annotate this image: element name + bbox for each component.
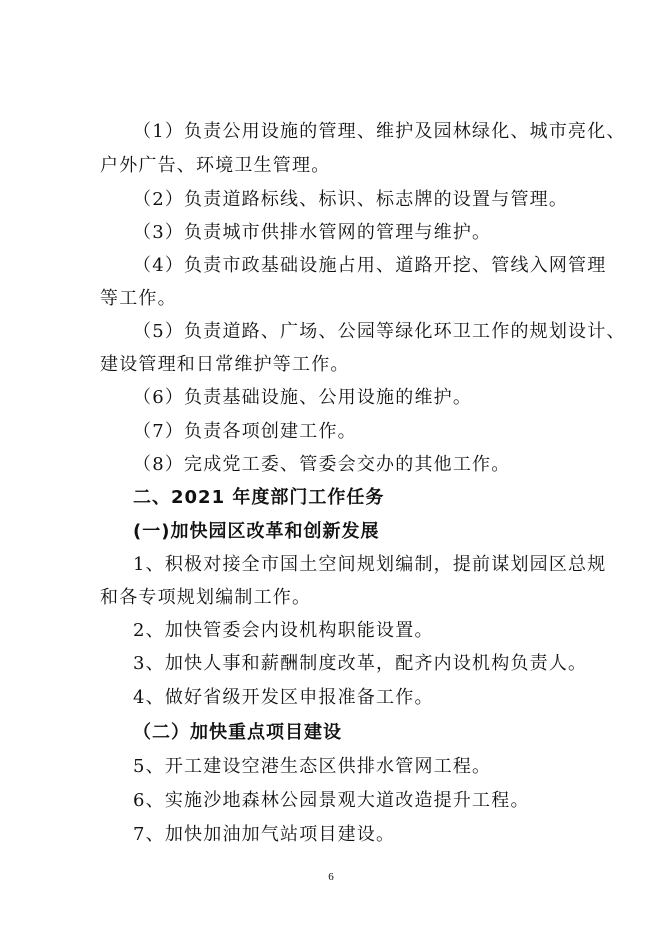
subsection-heading-reform: (一)加快园区改革和创新发展	[133, 521, 380, 542]
paragraph-duty-1-cont: 户外广告、环境卫生管理。	[100, 155, 331, 176]
task-item-1: 1、积极对接全市国土空间规划编制，提前谋划园区总规	[133, 554, 607, 575]
section-heading-2021-tasks: 二、2021 年度部门工作任务	[133, 487, 385, 508]
task-item-3: 3、加快人事和薪酬制度改革，配齐内设机构负责人。	[133, 653, 588, 674]
paragraph-duty-1: （1）负责公用设施的管理、维护及园林绿化、城市亮化、	[133, 121, 626, 142]
task-item-6: 6、实施沙地森林公园景观大道改造提升工程。	[133, 790, 530, 811]
paragraph-duty-4: （4）负责市政基础设施占用、道路开挖、管线入网管理	[133, 255, 607, 276]
paragraph-duty-3: （3）负责城市供排水管网的管理与维护。	[133, 222, 492, 243]
subsection-heading-key-projects: （二）加快重点项目建设	[133, 722, 342, 743]
page-number: 6	[328, 871, 334, 883]
task-item-1-cont: 和各专项规划编制工作。	[100, 587, 312, 608]
task-item-4: 4、做好省级开发区申报准备工作。	[133, 687, 434, 708]
paragraph-duty-5: （5）负责道路、广场、公园等绿化环卫工作的规划设计、	[133, 321, 626, 342]
task-item-7: 7、加快加油加气站项目建设。	[133, 824, 396, 845]
paragraph-duty-6: （6）负责基础设施、公用设施的维护。	[133, 387, 473, 408]
paragraph-duty-7: （7）负责各项创建工作。	[133, 421, 357, 442]
task-item-2: 2、加快管委会内设机构职能设置。	[133, 620, 434, 641]
paragraph-duty-4-cont: 等工作。	[100, 288, 177, 309]
paragraph-duty-5-cont: 建设管理和日常维护等工作。	[100, 354, 350, 375]
paragraph-duty-2: （2）负责道路标线、标识、标志牌的设置与管理。	[133, 189, 569, 210]
task-item-5: 5、开工建设空港生态区供排水管网工程。	[133, 756, 492, 777]
paragraph-duty-8: （8）完成党工委、管委会交办的其他工作。	[133, 454, 511, 475]
